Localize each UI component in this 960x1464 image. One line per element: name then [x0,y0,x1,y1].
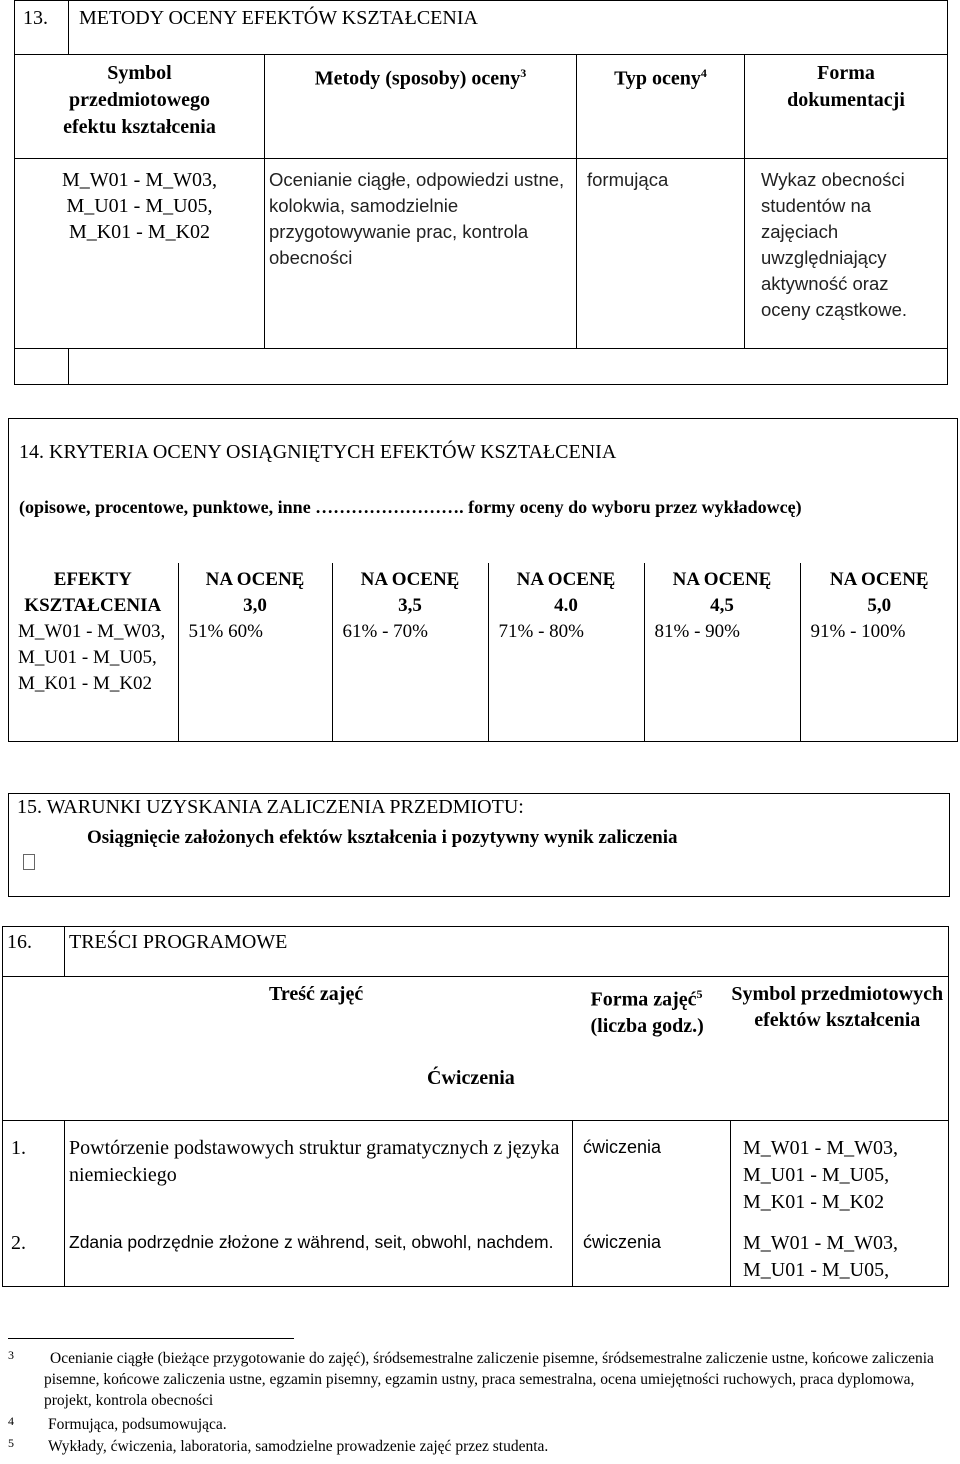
header-symbol-cell [15,55,265,159]
row-symbols: M_W01 - M_W03, M_U01 - M_U05, [731,1216,949,1286]
row-symbols: M_W01 - M_W03, M_U01 - M_U05, M_K01 - M_K02 [731,1121,949,1217]
grades-table [8,563,958,741]
row-content: Powtórzenie podstawowych struktur gramatycznych z języka niemieckiego [65,1121,573,1217]
header-form-cell [745,55,948,159]
grade-range: 61% - 70% [332,619,488,741]
row-form: ćwiczenia [573,1216,731,1286]
row-content: Zdania podrzędnie złożone z wӓhrend, seit, obwohl, nachdem. [65,1216,573,1286]
grade-range: 81% - 90% [644,619,800,741]
row-number: 1. [3,1121,65,1217]
row-type: formująca [587,169,669,190]
header-form-cell [573,977,731,1121]
row-number: 2. [3,1216,65,1286]
header-symbol-cell [731,977,949,1121]
bullet-icon [23,854,35,870]
row-form-cell [745,159,948,349]
section-16-table [2,926,949,1287]
grade-header: NA OCENĘ 4.0 [488,563,644,619]
grade-header: NA OCENĘ 3,0 [178,563,332,619]
grade-header: NA OCENĘ 5,0 [829,569,929,616]
section-15-text: Osiągnięcie założonych efektów kształcenia i pozytywny wynik zaliczenia [87,827,678,848]
header-content: Treść zajęć [269,983,364,1005]
section-number: 13. [15,1,69,55]
grade-header: NA OCENĘ 3,5 [332,563,488,619]
header-type: Typ oceny$^4$ [614,66,707,90]
row-symbol [15,167,264,245]
header-symbol: Symbol przedmiotowych efektów kształcenia [731,983,944,1031]
row-methods: Ocenianie ciągłe, odpowiedzi ustne, kolokwia, samodzielnie przygotowywanie prac, kontrola obecności [269,169,565,268]
header-form: Forma dokumentacji [787,62,905,111]
section-15-title: 15. WARUNKI UZYSKANIA ZALICZENIA PRZEDMIOTU: [17,796,524,818]
header-symbol: Symbol przedmiotowego efektu kształcenia [63,62,216,138]
header-content-cell [3,977,573,1121]
grades-header-effects: EFEKTY KSZTAŁCENIA [8,563,178,619]
footnote-3: 3 Ocenianie ciągłe (bieżące przygotowanie do zajęć), śródsemestralne zaliczenie pisemne, śródsemestralne zaliczenie ustne, końcowe zaliczenia pisemne, końcowe zaliczenia ustne, egzamin pisemny, egzamin ustny, praca semestralna, ocena umiejętności ruchowych, praca dyplomowa, projekt, kontrola obecności [8,1348,934,1409]
symbol-line: M_K01 - M_K02 [68,221,211,243]
symbol-line: M_U01 - M_U05, [66,195,213,217]
symbol-line: M_W01 - M_W03, [62,169,217,191]
row-methods-cell [265,159,577,349]
grades-effects-value: M_W01 - M_W03, M_U01 - M_U05, M_K01 - M_K02 [8,619,178,741]
section-16-number: 16. [3,927,65,977]
section-16-title: TREŚCI PROGRAMOWE [65,927,949,977]
header-type-cell [577,55,745,159]
section-14-subtitle: (opisowe, procentowe, punktowe, inne ……………………. formy oceny do wyboru przez wykładowcę) [19,497,802,517]
section-title: METODY OCENY EFEKTÓW KSZTAŁCENIA [69,1,948,55]
section-13-table [14,0,948,385]
grade-range: 71% - 80% [488,619,644,741]
row-form: Wykaz obecności studentów na zajęciach uwzględniający aktywność oraz oceny cząstkowe. [761,169,908,320]
grade-header: NA OCENĘ 4,5 [644,563,800,619]
header-methods: Metody (sposoby) oceny$^3$ [314,66,527,90]
grade-range: 51% 60% [178,619,332,741]
header-methods-cell [265,55,577,159]
row-symbol-cell [15,159,265,349]
section-14-title: 14. KRYTERIA OCENY OSIĄGNIĘTYCH EFEKTÓW KSZTAŁCENIA [19,441,617,463]
grade-range: 91% - 100% [810,621,906,642]
footnote-5: 5 Wykłady, ćwiczenia, laboratoria, samodzielne prowadzenie zajęć przez studenta. [8,1436,549,1455]
footnote-4: 4 Formująca, podsumowująca. [8,1414,227,1433]
header-form: Forma zajęć$^5$ (liczba godz.) [590,987,704,1037]
header-exercises: Ćwiczenia [427,1067,515,1089]
section-15-box [8,793,950,897]
row-type-cell [577,159,745,349]
row-form: ćwiczenia [573,1121,731,1217]
footnote-separator [8,1338,294,1339]
